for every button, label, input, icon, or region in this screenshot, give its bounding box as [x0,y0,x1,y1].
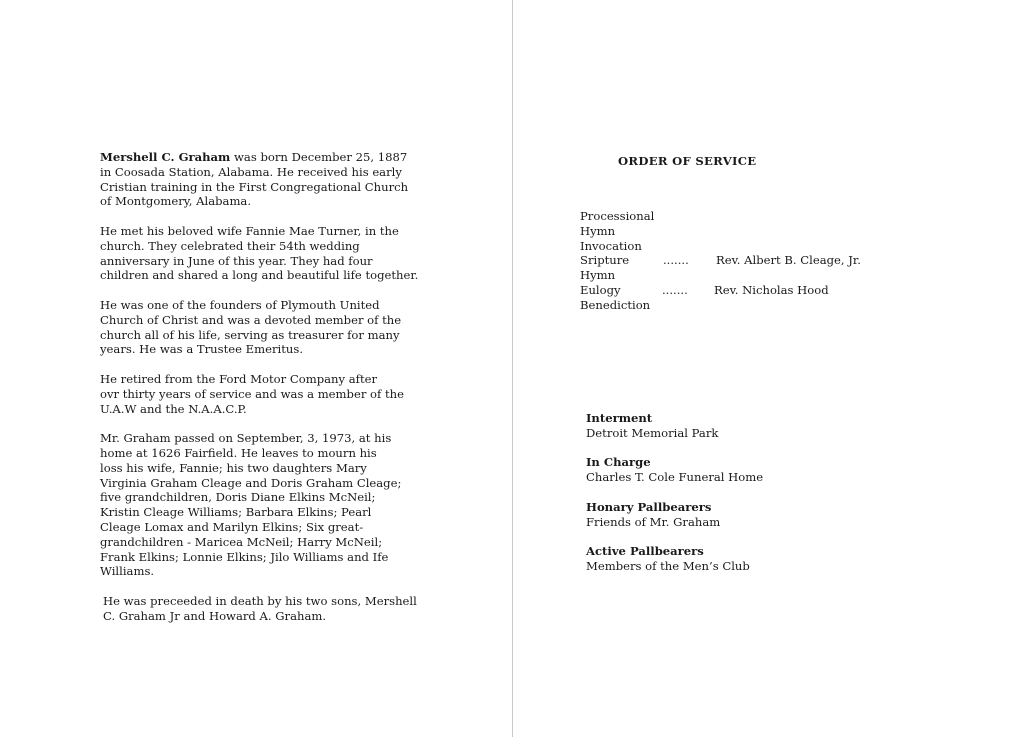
service-item-officiant: Rev. Albert B. Cleage, Jr. [716,253,861,268]
order-of-service-title: ORDER OF SERVICE [618,154,757,168]
info-text: Charles T. Cole Funeral Home [586,470,764,485]
service-item-leader: ....... [663,253,689,268]
service-item [580,209,654,224]
obituary-paragraph-1-text: was born December 25, 1887 in Coosada Station, Alabama. He received his early Cristian training in the First Congregational Church of Montgomery, Alabama. [100,150,409,209]
service-item [580,298,654,313]
service-item-label: Sripture [580,253,630,268]
info-text: Friends of Mr. Graham [586,514,721,529]
service-item-label: Invocation [580,238,642,253]
honorary-pallbearers-block [586,500,763,530]
service-item-leader: ....... [662,282,688,297]
obituary-paragraph-6: He was preceeded in death by his two sons, Mershell C. Graham Jr and Howard A. Graham. [103,593,417,623]
obituary-paragraph-3: He was one of the founders of Plymouth United Church of Christ and was a devoted member of the church all of his life, serving as treasurer for many years. He was a Trustee Emeritus. [100,297,402,357]
obituary-paragraph-5: Mr. Graham passed on September, 3, 1973, at his home at 1626 Fairfield. He leaves to mourn his loss his wife, Fannie; his two daughters Mary Virginia Graham Cleage and Doris Graham Cleage; five grandchildren, Doris Diane Elkins McNeil; Kristin Cleage Williams; Barbara Elkins; Pearl Cleage Lomax and Marilyn Elkins; Six great- grandchildren - Maricea McNeil; Harry McNeil; Frank Elkins; Lonnie Elkins; Jilo Williams and Ife Williams. [100,431,402,579]
in-charge-block [586,455,763,485]
service-item-label: Hymn [580,268,616,283]
service-item-label: Processional [580,209,655,223]
obituary-paragraph-1 [100,150,440,209]
deceased-name: Mershell C. Graham [100,150,231,164]
info-text: Members of the Men’s Club [586,558,750,573]
info-text: Detroit Memorial Park [586,425,719,440]
service-item-officiant: Rev. Nicholas Hood [714,282,829,297]
info-heading: Active Pallbearers [586,544,704,559]
service-item [580,282,829,298]
service-item [580,224,654,239]
page-fold-line [512,0,513,737]
info-heading: Interment [586,411,653,425]
service-item [580,253,861,268]
interment-block [586,411,763,441]
order-of-service-list [580,209,861,313]
obituary-paragraph-2: He met his beloved wife Fannie Mae Turner, in the church. They celebrated their 54th wedding anniversary in June of this year. They had four children and shared a long and beautiful life together. [100,223,419,283]
obituary-column [100,150,440,638]
info-heading: Honary Pallbearers [586,499,712,514]
service-item [580,239,654,254]
service-item [580,268,654,283]
service-details [586,411,763,589]
active-pallbearers-block [586,544,763,574]
service-item-label: Eulogy [580,282,621,297]
info-heading: In Charge [586,455,651,470]
service-item-label: Benediction [580,297,651,312]
obituary-paragraph-4: He retired from the Ford Motor Company after ovr thirty years of service and was a member of the U.A.W and the N.A.A.C.P. [100,371,404,416]
service-item-label: Hymn [580,223,616,238]
